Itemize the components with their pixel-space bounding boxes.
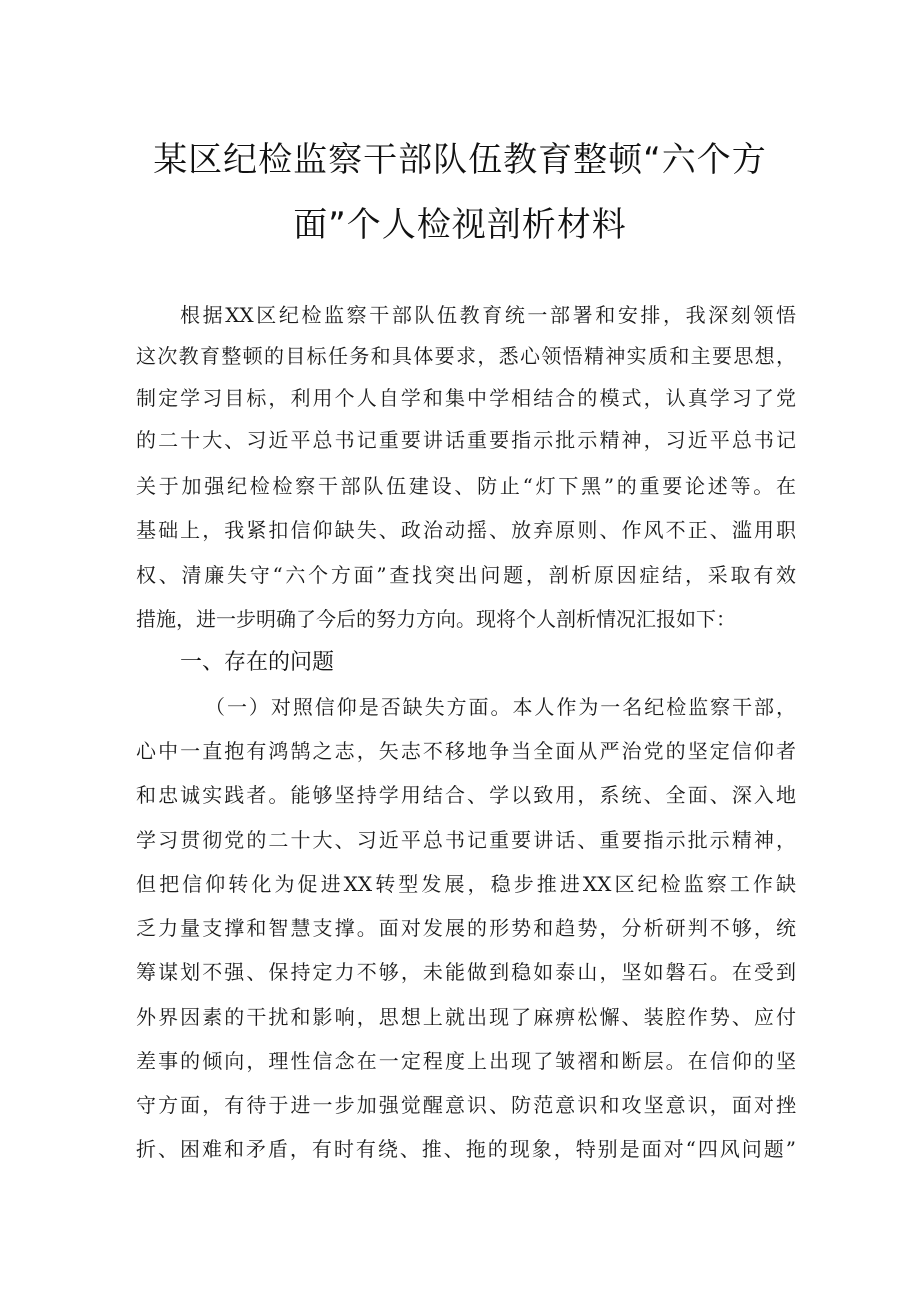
paragraph-line: 学习贯彻党的二十大、习近平总书记重要讲话、重要指示批示精神， [136,828,796,852]
section-heading: 一、存在的问题 [180,650,335,675]
paragraph-line: 但把信仰转化为促进XX转型发展，稳步推进XX区纪检监察工作缺 [136,872,796,896]
paragraph-line: 的二十大、习近平总书记重要讲话重要指示批示精神，习近平总书记 [136,428,796,452]
document-title-line-1: 某区纪检监察干部队伍教育整顿“六个方 [153,140,767,180]
paragraph-line: 根据XX区纪检监察干部队伍教育统一部署和安排，我深刻领悟 [180,303,796,327]
paragraph-line: 筹谋划不强、保持定力不够，未能做到稳如泰山，坚如磐石。在受到 [136,960,796,984]
paragraph-line: 措施，进一步明确了今后的努力方向。现将个人剖析情况汇报如下： [136,607,736,631]
paragraph-line: 和忠诚实践者。能够坚持学用结合、学以致用，系统、全面、深入地 [136,783,796,807]
paragraph-line: 差事的倾向，理性信念在一定程度上出现了皱褶和断层。在信仰的坚 [136,1049,796,1073]
paragraph-line: （一）对照信仰是否缺失方面。本人作为一名纪检监察干部， [205,695,796,719]
paragraph-line: 乏力量支撑和智慧支撑。面对发展的形势和趋势，分析研判不够，统 [136,916,796,940]
paragraph-line: 守方面，有待于进一步加强觉醒意识、防范意识和攻坚意识，面对挫 [136,1093,796,1117]
paragraph-line: 权、清廉失守“六个方面”查找突出问题，剖析原因症结，采取有效 [136,563,796,587]
paragraph-line: 这次教育整顿的目标任务和具体要求，悉心领悟精神实质和主要思想， [136,344,796,368]
document-title-line-2: 面”个人检视剖析材料 [293,205,627,245]
paragraph-line: 制定学习目标，利用个人自学和集中学相结合的模式，认真学习了党 [136,386,796,410]
paragraph-line: 折、困难和矛盾，有时有绕、推、拖的现象，特别是面对“四风问题” [136,1137,796,1161]
paragraph-line: 基础上，我紧扣信仰缺失、政治动摇、放弃原则、作风不正、滥用职 [136,518,796,542]
paragraph-line: 关于加强纪检检察干部队伍建设、防止“灯下黑”的重要论述等。在 [136,474,796,498]
paragraph-line: 外界因素的干扰和影响，思想上就出现了麻痹松懈、装腔作势、应付 [136,1005,796,1029]
paragraph-line: 心中一直抱有鸿鹄之志，矢志不移地争当全面从严治党的坚定信仰者 [136,739,796,763]
